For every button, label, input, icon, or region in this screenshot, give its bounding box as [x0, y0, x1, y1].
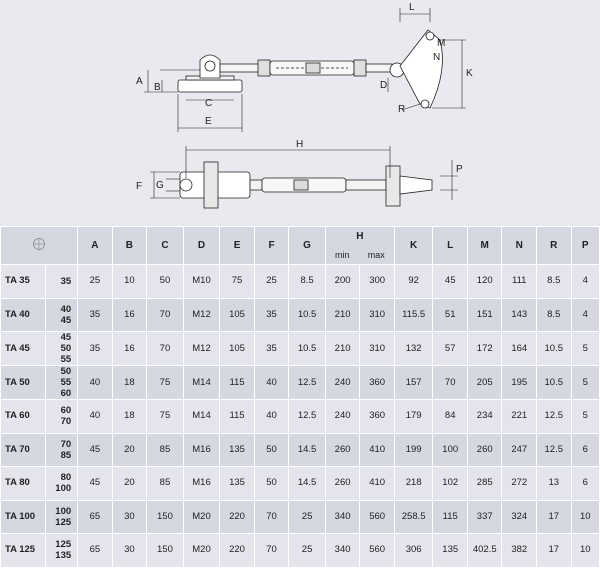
value-cell: 70 [254, 534, 289, 568]
value-cell: 247 [502, 433, 537, 467]
value-cell: 220 [220, 534, 255, 568]
value-cell: 45 [78, 433, 113, 467]
value-cell: 151 [467, 298, 502, 332]
value-cell: 25 [289, 534, 326, 568]
value-cell: M12 [183, 298, 220, 332]
value-cell: 10 [571, 534, 599, 568]
value-cell: 324 [502, 500, 537, 534]
diameter-value: 100 [55, 505, 72, 517]
value-cell: 272 [502, 467, 537, 501]
value-cell: 12.5 [537, 433, 572, 467]
value-cell: 382 [502, 534, 537, 568]
value-cell: 560 [360, 500, 395, 534]
header-H-max: max [367, 249, 385, 260]
value-cell: 560 [360, 534, 395, 568]
diameter-value: 125 [55, 516, 72, 528]
header-diameter [1, 227, 78, 265]
diameter-cell [45, 298, 77, 332]
value-cell: 12.5 [289, 400, 326, 434]
diameter-value: 70 [60, 416, 72, 428]
value-cell: 143 [502, 298, 537, 332]
value-cell: 35 [254, 332, 289, 366]
value-cell: 50 [147, 265, 184, 299]
arm-pin-bottom [421, 100, 429, 108]
header-D: D [183, 227, 220, 265]
left-rod [220, 64, 260, 72]
value-cell: 18 [112, 366, 147, 400]
model-cell: TA 125 [1, 534, 46, 568]
diameter-value: 35 [60, 275, 72, 287]
model-cell: TA 35 [1, 265, 46, 299]
value-cell: 8.5 [537, 298, 572, 332]
value-cell: 5 [571, 332, 599, 366]
side-right-rod [346, 180, 386, 190]
diameter-cell [45, 265, 77, 299]
value-cell: 14.5 [289, 433, 326, 467]
value-cell: 157 [394, 366, 433, 400]
label-P: P [456, 164, 463, 175]
value-cell: 20 [112, 467, 147, 501]
value-cell: 45 [433, 265, 468, 299]
value-cell: 150 [147, 534, 184, 568]
value-cell: 35 [78, 332, 113, 366]
value-cell: 85 [147, 467, 184, 501]
table-row [1, 467, 600, 501]
header-R: R [537, 227, 572, 265]
diameter-cell [45, 433, 77, 467]
value-cell: 40 [78, 400, 113, 434]
body-center [306, 63, 320, 73]
model-cell: TA 70 [1, 433, 46, 467]
bracket-pin [205, 61, 215, 71]
value-cell: 410 [360, 433, 395, 467]
value-cell: 310 [360, 332, 395, 366]
left-nut [258, 60, 270, 76]
value-cell: 179 [394, 400, 433, 434]
table-row [1, 298, 600, 332]
value-cell: 105 [220, 298, 255, 332]
diameter-value: 50 [60, 366, 72, 377]
diameter-cell [45, 400, 77, 434]
value-cell: 310 [360, 298, 395, 332]
value-cell: 75 [147, 366, 184, 400]
label-N: N [433, 52, 441, 63]
value-cell: M10 [183, 265, 220, 299]
value-cell: 75 [220, 265, 255, 299]
value-cell: 18 [112, 400, 147, 434]
turnbuckle-drawing-svg [0, 0, 600, 224]
value-cell: 84 [433, 400, 468, 434]
value-cell: 210 [325, 298, 360, 332]
header-E: E [220, 227, 255, 265]
table-row [1, 534, 600, 568]
value-cell: 132 [394, 332, 433, 366]
diameter-value: 55 [60, 354, 72, 365]
technical-drawing [0, 0, 600, 224]
side-right-clevis [386, 166, 400, 206]
value-cell: 70 [254, 500, 289, 534]
value-cell: 172 [467, 332, 502, 366]
value-cell: 50 [254, 467, 289, 501]
value-cell: 105 [220, 332, 255, 366]
value-cell: 218 [394, 467, 433, 501]
value-cell: 10.5 [537, 332, 572, 366]
value-cell: 199 [394, 433, 433, 467]
header-H [325, 227, 394, 265]
value-cell: 12.5 [289, 366, 326, 400]
value-cell: 200 [325, 265, 360, 299]
value-cell: 92 [394, 265, 433, 299]
value-cell: 45 [78, 467, 113, 501]
value-cell: 30 [112, 500, 147, 534]
model-cell: TA 60 [1, 400, 46, 434]
diameter-value: 45 [60, 314, 72, 326]
diameter-value: 60 [60, 388, 72, 399]
value-cell: 240 [325, 400, 360, 434]
table-row [1, 433, 600, 467]
value-cell: 25 [78, 265, 113, 299]
value-cell: 25 [254, 265, 289, 299]
value-cell: 40 [254, 400, 289, 434]
value-cell: 10.5 [537, 366, 572, 400]
value-cell: 164 [502, 332, 537, 366]
table-row [1, 400, 600, 434]
value-cell: 17 [537, 500, 572, 534]
model-cell: TA 80 [1, 467, 46, 501]
value-cell: 410 [360, 467, 395, 501]
label-C: C [205, 98, 213, 109]
value-cell: 75 [147, 400, 184, 434]
value-cell: 240 [325, 366, 360, 400]
value-cell: 16 [112, 332, 147, 366]
value-cell: M20 [183, 534, 220, 568]
table-row [1, 332, 600, 366]
value-cell: 13 [537, 467, 572, 501]
model-cell: TA 50 [1, 366, 46, 400]
value-cell: 340 [325, 534, 360, 568]
value-cell: M14 [183, 400, 220, 434]
side-left-rod [250, 180, 262, 190]
value-cell: 10 [571, 500, 599, 534]
value-cell: 10 [112, 265, 147, 299]
value-cell: 205 [467, 366, 502, 400]
value-cell: 402.5 [467, 534, 502, 568]
diameter-value: 40 [60, 303, 72, 315]
value-cell: 340 [325, 500, 360, 534]
header-A: A [78, 227, 113, 265]
side-body-center [294, 180, 308, 190]
diameter-cell [45, 500, 77, 534]
value-cell: 50 [254, 433, 289, 467]
diameter-value: 70 [60, 438, 72, 450]
value-cell: 360 [360, 366, 395, 400]
diameter-cell [45, 534, 77, 568]
label-L: L [409, 2, 415, 13]
value-cell: 35 [78, 298, 113, 332]
value-cell: 115.5 [394, 298, 433, 332]
header-H-label: H [356, 230, 364, 242]
diameter-value: 80 [60, 472, 72, 484]
value-cell: 115 [220, 400, 255, 434]
value-cell: 234 [467, 400, 502, 434]
header-P: P [571, 227, 599, 265]
diameter-value: 135 [55, 550, 72, 562]
value-cell: M12 [183, 332, 220, 366]
value-cell: 300 [360, 265, 395, 299]
table-body [1, 265, 600, 568]
value-cell: 25 [289, 500, 326, 534]
value-cell: 17 [537, 534, 572, 568]
value-cell: 5 [571, 366, 599, 400]
value-cell: 285 [467, 467, 502, 501]
value-cell: 65 [78, 534, 113, 568]
value-cell: 306 [394, 534, 433, 568]
diameter-value: 55 [60, 377, 72, 388]
model-cell: TA 45 [1, 332, 46, 366]
value-cell: 20 [112, 433, 147, 467]
diameter-cell [45, 366, 77, 400]
table-row [1, 500, 600, 534]
value-cell: 135 [220, 467, 255, 501]
value-cell: 258.5 [394, 500, 433, 534]
diameter-value: 45 [60, 332, 72, 343]
value-cell: 111 [502, 265, 537, 299]
table-row [1, 366, 600, 400]
value-cell: 337 [467, 500, 502, 534]
value-cell: M14 [183, 366, 220, 400]
spec-table [0, 226, 600, 568]
value-cell: 30 [112, 534, 147, 568]
header-G: G [289, 227, 326, 265]
value-cell: 135 [433, 534, 468, 568]
value-cell: 4 [571, 265, 599, 299]
header-K: K [394, 227, 433, 265]
label-F: F [136, 181, 143, 192]
value-cell: 16 [112, 298, 147, 332]
value-cell: 12.5 [537, 400, 572, 434]
label-D: D [380, 80, 388, 91]
value-cell: 40 [254, 366, 289, 400]
value-cell: 135 [220, 433, 255, 467]
value-cell: 195 [502, 366, 537, 400]
header-B: B [112, 227, 147, 265]
label-B: B [154, 82, 161, 93]
header-C: C [147, 227, 184, 265]
label-A: A [136, 76, 143, 87]
value-cell: 150 [147, 500, 184, 534]
diameter-value: 125 [55, 539, 72, 551]
arm-pin-top [426, 32, 434, 40]
diameter-value: 60 [60, 405, 72, 417]
value-cell: 220 [220, 500, 255, 534]
diameter-cell [45, 467, 77, 501]
value-cell: 10.5 [289, 332, 326, 366]
value-cell: 14.5 [289, 467, 326, 501]
diameter-value: 50 [60, 343, 72, 354]
value-cell: 85 [147, 433, 184, 467]
value-cell: 65 [78, 500, 113, 534]
value-cell: 6 [571, 467, 599, 501]
value-cell: 5 [571, 400, 599, 434]
value-cell: 57 [433, 332, 468, 366]
value-cell: M16 [183, 433, 220, 467]
diameter-cell [45, 332, 77, 366]
value-cell: 35 [254, 298, 289, 332]
value-cell: 115 [433, 500, 468, 534]
value-cell: M20 [183, 500, 220, 534]
header-M: M [467, 227, 502, 265]
table-row [1, 265, 600, 299]
label-R: R [398, 104, 406, 115]
value-cell: 221 [502, 400, 537, 434]
header-L: L [433, 227, 468, 265]
diameter-icon [32, 237, 46, 251]
value-cell: 100 [433, 433, 468, 467]
value-cell: 51 [433, 298, 468, 332]
right-nut [354, 60, 366, 76]
value-cell: 4 [571, 298, 599, 332]
header-H-min: min [334, 249, 350, 260]
value-cell: 360 [360, 400, 395, 434]
value-cell: 260 [325, 467, 360, 501]
table-header-row [1, 227, 600, 265]
side-arm [400, 176, 432, 194]
header-N: N [502, 227, 537, 265]
value-cell: 210 [325, 332, 360, 366]
header-F: F [254, 227, 289, 265]
label-K: K [466, 68, 473, 79]
diameter-value: 100 [55, 483, 72, 495]
model-cell: TA 100 [1, 500, 46, 534]
value-cell: 10.5 [289, 298, 326, 332]
value-cell: 6 [571, 433, 599, 467]
base-plate [178, 80, 242, 92]
value-cell: 8.5 [537, 265, 572, 299]
model-cell: TA 40 [1, 298, 46, 332]
label-H: H [296, 139, 304, 150]
side-pin [180, 179, 192, 191]
value-cell: M16 [183, 467, 220, 501]
value-cell: 40 [78, 366, 113, 400]
value-cell: 70 [147, 332, 184, 366]
diameter-value: 85 [60, 449, 72, 461]
value-cell: 260 [467, 433, 502, 467]
label-E: E [205, 116, 212, 127]
value-cell: 102 [433, 467, 468, 501]
value-cell: 8.5 [289, 265, 326, 299]
side-bracket [204, 162, 218, 208]
value-cell: 260 [325, 433, 360, 467]
label-M: M [437, 38, 446, 49]
right-rod [366, 64, 392, 72]
value-cell: 120 [467, 265, 502, 299]
label-G: G [156, 180, 164, 191]
value-cell: 70 [433, 366, 468, 400]
value-cell: 70 [147, 298, 184, 332]
value-cell: 115 [220, 366, 255, 400]
